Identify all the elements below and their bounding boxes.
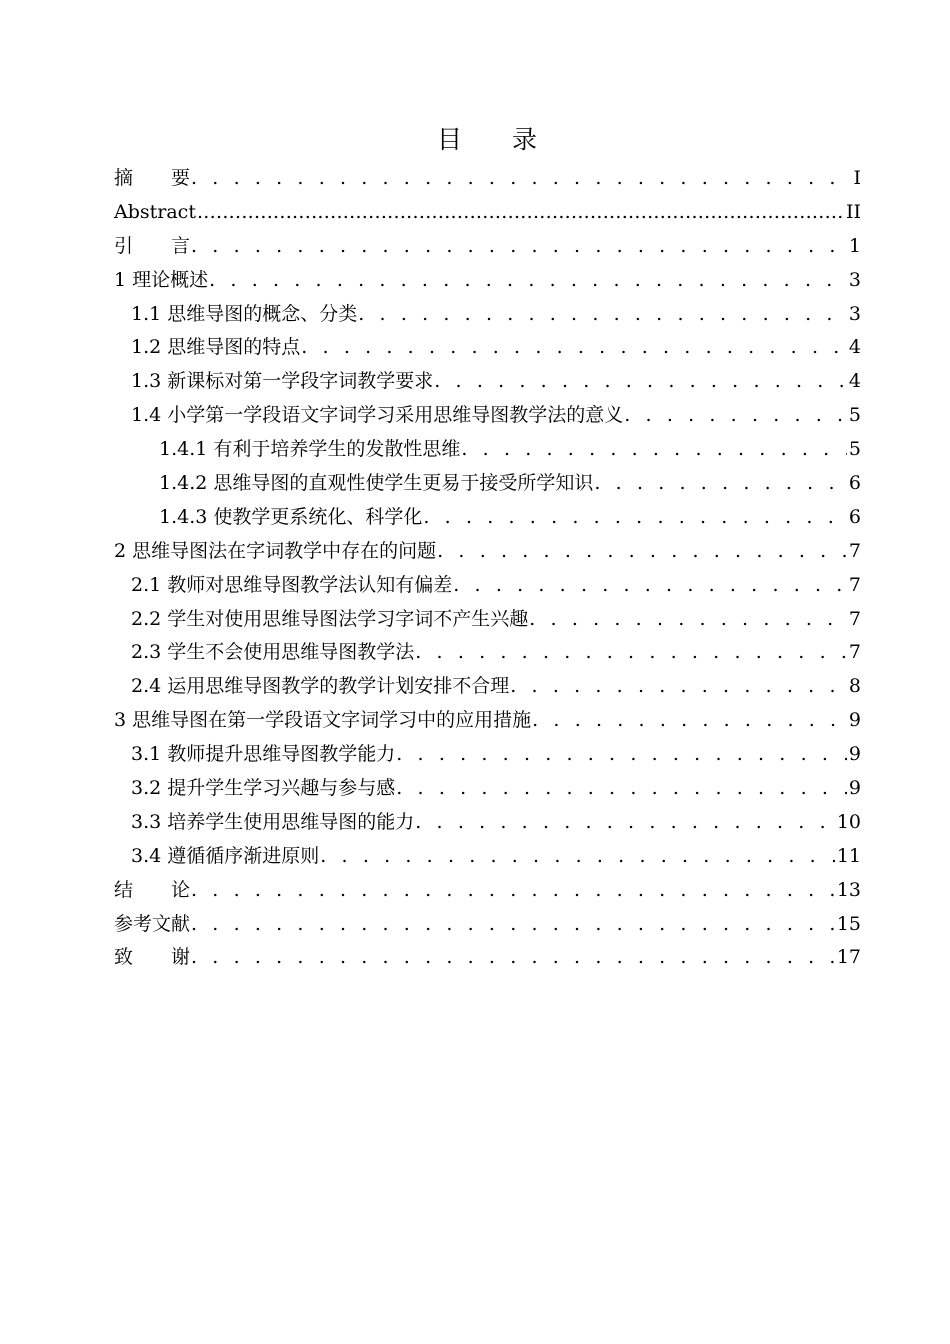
dot-leader — [190, 941, 835, 975]
toc-entry[interactable] — [114, 331, 861, 365]
toc-entry-title: 2.2 学生对使用思维导图法学习字词不产生兴趣 — [131, 607, 529, 630]
dot-leader — [395, 772, 847, 806]
dot-leader — [422, 501, 847, 535]
toc-entry-title: 3.1 教师提升思维导图教学能力 — [131, 743, 396, 766]
toc-entry-title: 1.4.2 思维导图的直观性使学生更易于接受所学知识 — [159, 472, 594, 495]
toc-entry-title: 1.4.1 有利于培养学生的发散性思维 — [159, 438, 461, 461]
toc-entry-title: 2 思维导图法在字词教学中存在的问题 — [114, 539, 437, 562]
toc-entry[interactable] — [114, 840, 861, 874]
toc-entry-title: Abstract — [114, 200, 196, 223]
toc-entry[interactable] — [114, 196, 861, 230]
dot-leader — [190, 908, 835, 942]
dot-leader — [433, 365, 847, 399]
toc-title: 目 录 — [436, 125, 537, 154]
toc-entry[interactable] — [114, 365, 861, 399]
toc-entry-page: 4 — [848, 336, 861, 359]
dot-leader — [509, 670, 847, 704]
dot-leader — [300, 331, 847, 365]
toc-entry-page: 9 — [848, 743, 861, 766]
toc-entry[interactable] — [114, 501, 861, 535]
dot-leader — [357, 298, 847, 332]
toc-entry-title: 1.1 思维导图的概念、分类 — [131, 302, 358, 325]
toc-entry-page: 9 — [848, 777, 861, 800]
toc-entry-title: 摘 要 — [114, 167, 191, 189]
dot-leader — [190, 874, 835, 908]
toc-entry-title: 3.2 提升学生学习兴趣与参与感 — [131, 777, 396, 800]
toc-entry-page: II — [845, 200, 861, 223]
toc-entry-page: 9 — [848, 709, 861, 732]
dot-leader — [436, 535, 847, 569]
toc-entry[interactable] — [114, 264, 861, 298]
toc-entry-page: 7 — [848, 641, 861, 664]
toc-entry[interactable] — [114, 433, 861, 467]
toc-entry-title: 1.4.3 使教学更系统化、科学化 — [159, 505, 423, 528]
toc-entry[interactable] — [114, 535, 861, 569]
toc-entry[interactable] — [114, 941, 861, 975]
toc-entry[interactable] — [114, 738, 861, 772]
toc-entry[interactable] — [114, 772, 861, 806]
toc-entry[interactable] — [114, 704, 861, 738]
dot-leader — [395, 738, 847, 772]
toc-entry-page: 5 — [848, 404, 861, 427]
toc-entry[interactable] — [114, 636, 861, 670]
toc-entry-page: 5 — [848, 438, 861, 461]
toc-list — [114, 162, 861, 975]
toc-entry-page: 17 — [836, 946, 861, 969]
toc-entry[interactable] — [114, 670, 861, 704]
toc-entry-page: 10 — [836, 810, 861, 833]
dot-leader — [190, 230, 847, 264]
toc-entry-title: 3 思维导图在第一学段语文字词学习中的应用措施 — [114, 709, 532, 732]
toc-entry[interactable] — [114, 603, 861, 637]
toc-entry-title: 结 论 — [114, 878, 191, 901]
toc-entry-page: 4 — [848, 370, 861, 393]
toc-entry-page: 7 — [848, 539, 861, 562]
toc-entry-page: I — [853, 167, 861, 189]
toc-entry-title: 3.3 培养学生使用思维导图的能力 — [131, 810, 415, 833]
toc-entry-title: 致 谢 — [114, 946, 191, 969]
dot-leader — [531, 704, 847, 738]
toc-entry-title: 引 言 — [114, 234, 191, 257]
dot-leader — [460, 433, 847, 467]
toc-entry-page: 6 — [848, 505, 861, 528]
toc-entry-page: 11 — [836, 844, 861, 867]
toc-entry[interactable] — [114, 298, 861, 332]
toc-entry-page: 6 — [848, 472, 861, 495]
toc-entry[interactable] — [114, 908, 861, 942]
toc-entry-title: 2.1 教师对思维导图教学法认知有偏差 — [131, 573, 453, 596]
dot-leader — [528, 603, 847, 637]
dot-leader — [623, 399, 847, 433]
toc-entry[interactable] — [114, 162, 861, 196]
dot-leader — [208, 264, 847, 298]
toc-entry-title: 2.3 学生不会使用思维导图教学法 — [131, 641, 415, 664]
toc-entry[interactable] — [114, 230, 861, 264]
dot-leader — [414, 636, 847, 670]
toc-entry-title: 3.4 遵循循序渐进原则 — [131, 844, 320, 867]
dot-leader — [593, 467, 847, 501]
toc-entry-page: 3 — [848, 268, 861, 291]
toc-entry-page: 7 — [848, 607, 861, 630]
toc-entry-title: 1 理论概述 — [114, 268, 209, 291]
dot-leader — [196, 196, 844, 230]
toc-entry[interactable] — [114, 874, 861, 908]
dot-leader — [452, 569, 847, 603]
toc-entry-title: 1.4 小学第一学段语文字词学习采用思维导图教学法的意义 — [131, 404, 624, 427]
toc-entry[interactable] — [114, 569, 861, 603]
toc-entry-page: 13 — [836, 878, 861, 901]
dot-leader — [414, 806, 835, 840]
toc-entry-page: 1 — [848, 234, 861, 257]
toc-entry-title: 1.2 思维导图的特点 — [131, 336, 301, 359]
toc-entry[interactable] — [114, 467, 861, 501]
toc-entry-title: 1.3 新课标对第一学段字词教学要求 — [131, 370, 434, 393]
toc-entry[interactable] — [114, 806, 861, 840]
dot-leader — [190, 162, 851, 196]
toc-entry-page: 15 — [836, 912, 861, 935]
toc-entry-page: 3 — [848, 302, 861, 325]
toc-entry-page: 8 — [848, 675, 861, 698]
toc-entry[interactable] — [114, 399, 861, 433]
toc-entry-title: 参考文献 — [114, 912, 191, 935]
dot-leader — [319, 840, 835, 874]
toc-entry-title: 2.4 运用思维导图教学的教学计划安排不合理 — [131, 675, 510, 698]
toc-entry-page: 7 — [848, 573, 861, 596]
